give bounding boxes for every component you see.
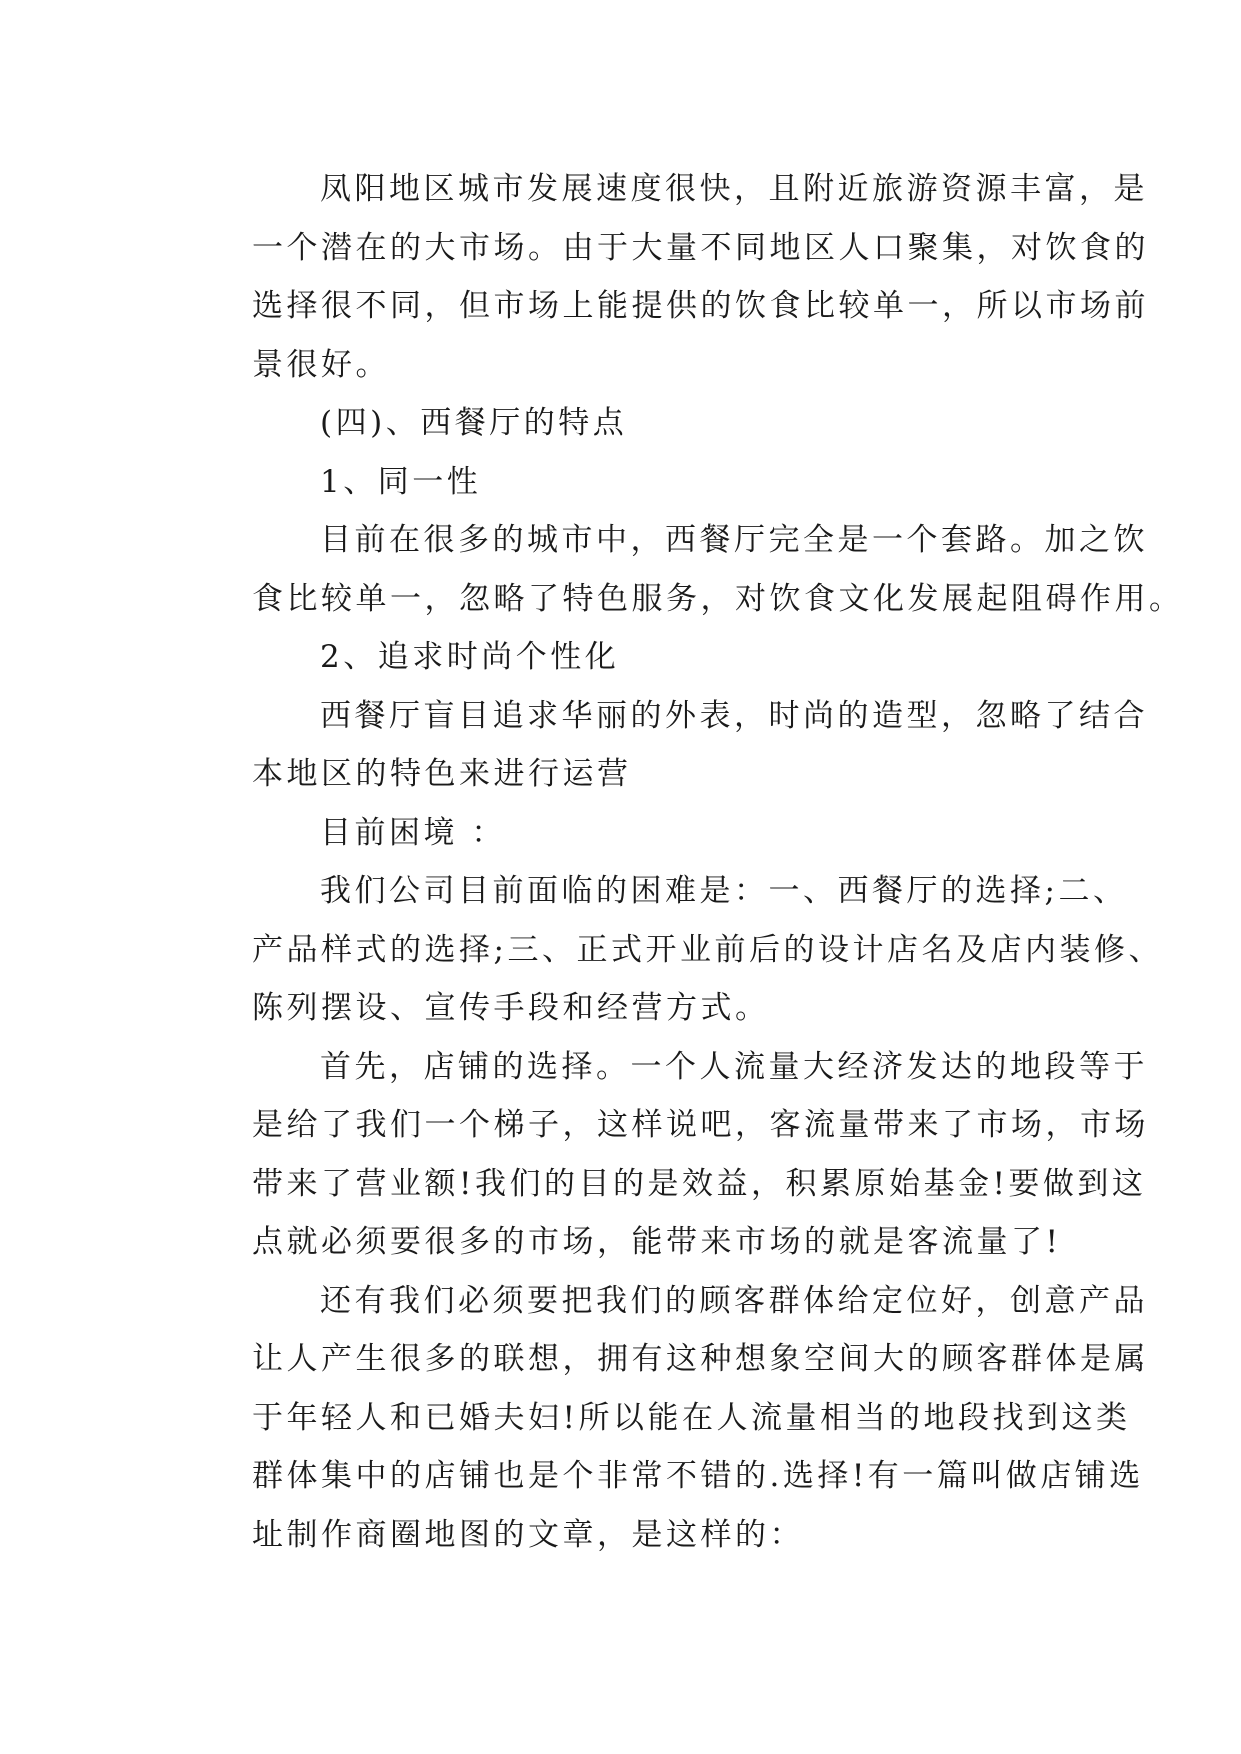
text-line: 点就必须要很多的市场，能带来市场的就是客流量了! [252,1224,1062,1260]
text-line: 目前困境 ： [320,814,506,851]
text-line: 陈列摆设、宣传手段和经营方式。 [252,990,770,1026]
paragraph-difficulties [190,862,1163,1038]
text-line: 西餐厅盲目追求华丽的外表，时尚的造型，忽略了结合 [320,697,1148,734]
text-line: 景很好。 [252,346,390,383]
text-line: 让人产生很多的联想，拥有这种想象空间大的顾客群体是属 [252,1341,1149,1377]
text-line: 本地区的特色来进行运营 [252,756,632,792]
paragraph-fashion [190,687,1148,804]
text-line: (四)、西餐厅的特点 [320,405,628,441]
text-line: 凤阳地区城市发展速度很快，且附近旅游资源丰富，是 [320,171,1148,207]
text-line: 还有我们必须要把我们的顾客群体给定位好，创意产品 [320,1282,1148,1319]
subheading-sameness [190,453,1050,512]
paragraph-customer-positioning [190,1272,1149,1565]
text-line: 选择很不同，但市场上能提供的饮食比较单一，所以市场前 [252,288,1149,324]
text-line: 于年轻人和已婚夫妇!所以能在人流量相当的地段找到这类 [252,1399,1131,1436]
text-line: 一个潜在的大市场。由于大量不同地区人口聚集，对饮食的 [252,229,1149,266]
text-line: 目前在很多的城市中，西餐厅完全是一个套路。加之饮 [320,522,1148,558]
text-line: 首先，店铺的选择。一个人流量大经济发达的地段等于 [320,1048,1148,1085]
section-heading-features [190,394,1050,453]
text-line: 2、追求时尚个性化 [320,639,620,675]
text-line: 是给了我们一个梯子，这样说吧，客流量带来了市场，市场 [252,1107,1149,1143]
paragraph-store-selection [190,1038,1149,1272]
text-line: 产品样式的选择;三、正式开业前后的设计店名及店内装修、 [252,931,1163,968]
text-line: 群体集中的店铺也是个非常不错的.选择!有一篇叫做店铺选 [252,1458,1144,1494]
paragraph-market-outlook [190,160,1149,394]
text-line: 食比较单一，忽略了特色服务，对饮食文化发展起阻碍作用。 [252,580,1184,617]
text-line: 我们公司目前面临的困难是：一、西餐厅的选择;二、 [320,873,1128,909]
paragraph-sameness [190,511,1184,628]
text-line: 址制作商圈地图的文章，是这样的： [252,1516,804,1553]
subheading-difficulties [190,804,1050,863]
document-body [190,160,1184,1564]
text-line: 1、同一性 [320,463,482,500]
text-line: 带来了营业额!我们的目的是效益，积累原始基金!要做到这 [252,1165,1147,1202]
subheading-fashion [190,628,1050,687]
